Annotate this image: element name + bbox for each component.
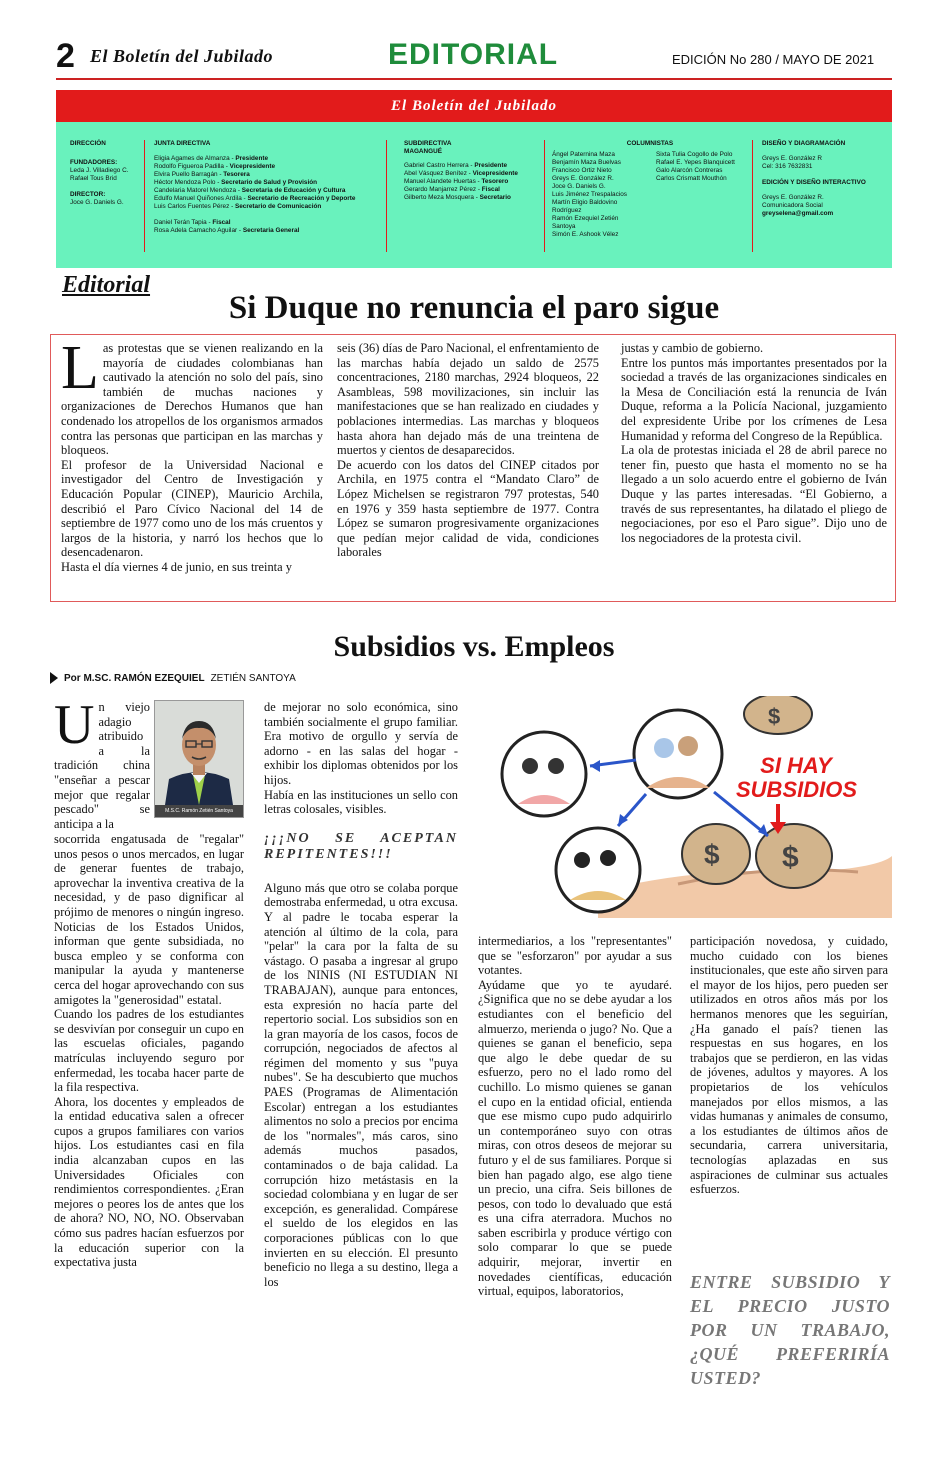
member-name: Edulfo Manuel Quiñones Ardila - [154, 195, 248, 202]
staff-diseno [762, 140, 888, 218]
junta-member [154, 187, 390, 195]
subheading: ¡¡¡NO SE ACEPTAN REPITENTES!!! [264, 830, 458, 862]
columnist-name: Santoya [552, 223, 576, 230]
pull-quote: ENTRE SUBSIDIO Y EL PRECIO JUSTO POR UN TRABAJO, ¿QUÉ PREFERIRÍA USTED? [690, 1272, 890, 1388]
columnist-name: Luis Jiménez Trespalacios [552, 191, 627, 198]
subsidies-illustration [478, 696, 894, 918]
paragraph: Ahora, los docentes y empleados de la entidad educativa salen a ofrecer cupos a grupos familiares con varios hijos. Los estudiantes casi en fila india alcanzaban cupos en las Universidades Oficiales con rendimientos correspondientes. ¿Eran mejores o peores los de antes que los de ahora? NO, NO, NO. Observaban cómo sus padres hacían esfuerzos por la educación superior con la expectativa justa [54, 1094, 244, 1270]
author-portrait-icon [155, 701, 243, 805]
edition-info: EDICIÓN No 280 / MAYO DE 2021 [672, 52, 875, 67]
paragraph: El profesor de la Universidad Nacional e investigador del Centro de Investigación y Educación Popular (CINEP), Mauricio Archila, describió el Paro Cívico Nacional del 14 de septiembre de 1977 como uno de los más cruentos y largos de la historia, y narró los hechos que lo desencadenaron. [61, 457, 323, 560]
columnist-name: Ángel Paternina Maza [552, 151, 615, 158]
paragraph: Hasta el día viernes 4 de junio, en sus treinta y [61, 559, 292, 574]
drop-cap: U [54, 694, 95, 756]
member-name: Héctor Mendoza Polo - [154, 179, 222, 186]
columnist-name: Galo Alarcón Contreras [656, 167, 723, 174]
columnist-name: Benjamín Maza Buelvas [552, 159, 621, 166]
paragraph: justas y cambio de gobierno. [621, 341, 764, 355]
subdirectiva-heading: SUBDIRECTIVA MAGANGUÉ [404, 140, 452, 155]
staff-banner [56, 90, 892, 122]
staff-direccion [70, 140, 144, 207]
paragraph: Entre los puntos más importantes presentados por la sociedad a través de las organizaciones sindicales en la Mesa de Conciliación está la renuncia de Iván Duque, reforma a la Policía Nacional, juzgamiento del expresidente Uribe por los crímenes de Lesa Humanidad y reforma del Congreso de la República. [621, 355, 887, 443]
paragraph: de mejorar no solo económica, sino también socialmente el grupo familiar. Era motivo de orgullo y servía de adorno - en las salas del hogar - exhibir los diplomas obtenidos por los hijos. [264, 700, 458, 787]
member-name: Gabriel Castro Herrera - [404, 162, 475, 169]
subdirectiva-member [404, 186, 544, 194]
member-role: Tesorera [223, 171, 250, 178]
edicion-line: Greys E. González R. [762, 194, 824, 201]
byline [50, 672, 296, 684]
member-role: Tesorero [481, 178, 509, 185]
paragraph: De acuerdo con los datos del CINEP citados por Archila, en 1975 contra el “Mandato Claro” de López Michelsen se registraron 797 protestas, 540 en 1976 y 359 hasta septiembre de 1977. Contra López se sumaron progresivamente organizaciones que pedían mejor calidad de vida, condiciones laborales [337, 457, 599, 560]
columnist-name: Martín Eligio Baldovino [552, 199, 618, 206]
paragraph: La ola de protestas iniciada el 28 de abril parece no tener fin, puesto que hasta el momento no se ha llegado a un solo acuerdo entre el gobierno de Iván Duque y las partes interesadas. “El Gobierno, a través de sus representantes, ha dilatado el pliego de negociaciones, por eso el Paro sigue”. Dijo uno de los negociadores de la protesta civil. [621, 443, 887, 545]
member-name: Gilberto Meza Mosquera - [404, 194, 480, 201]
staff-banner-title: El Boletín del Jubilado [391, 97, 557, 114]
junta-heading: JUNTA DIRECTIVA [154, 140, 211, 147]
paragraph: as protestas que se vienen realizando en la mayoría de ciudades colombianas han cautivado la atención no solo del país, sino también de muchas naciones y organizaciones de Derechos Humanos que han condenado los atropellos de los organismos armados contra las personas que participan en las marchas y bloqueos. [61, 341, 323, 458]
section-title: EDITORIAL [388, 38, 559, 71]
direccion-heading: DIRECCIÓN [70, 140, 106, 147]
member-role: Secretario de Salud y Provisión [221, 179, 318, 186]
member-name: Manuel Alandete Huertas - [404, 178, 482, 185]
subdirectiva-member [404, 178, 544, 186]
staff-junta [154, 140, 390, 235]
article-column-3 [478, 934, 672, 1299]
staff-columnistas [552, 140, 748, 239]
byline-author-surname: ZETIÉN SANTOYA [210, 672, 296, 684]
member-role: Fiscal [212, 219, 231, 226]
member-role: Presidente [474, 162, 508, 169]
contact-email[interactable]: greyselena@gmail.com [762, 210, 834, 217]
junta-member [154, 171, 390, 179]
paragraph: Alguno más que otro se colaba porque demostraba enfermedad, u otra excusa. Y al padre le tocaba esperar la atención al último de la cola, para "pelar" la cara por la falta de su vástago. O pasaba a ingresar al grupo de los NINIS (NI ESTUDIAN NI TRABAJAN), aunque para entonces, esta expresión no hacía parte del repertorio social. Los subsidios son en la gran mayoría de los casos, focos de corrupción, negociados de afectos al régimen del momento y sus "puya nubes". Se ha descubierto que muchos PAES (Programas de Alimentación Escolar) entregan a los estudiantes alimentos no solo a precios por encima de los "normales", más caros, sino además muchos pasados, contaminados o de baja calidad. La corrupción hizo metástasis en la sociedad colombiana y en lugar de ser excepción, es generalidad. Compárese el sueldo de los elegidos en las corporaciones públicas con lo que invierten en su elección. El presunto beneficio no llega a su destino, llega a los [264, 880, 458, 1289]
svg-text:$: $ [782, 841, 799, 874]
columnist-name: Ramón Ezequiel Zetién [552, 215, 619, 222]
editorial-label: Editorial [62, 272, 151, 298]
member-name: Daniel Terán Tapia - [154, 219, 213, 226]
paragraph: Cuando los padres de los estudiantes se desvivían por conseguir un cupo en las escuelas oficiales, pagando matrículas incluyendo seguro por enfermedad, les tocaba hacer parte de la fila respectiva. [54, 1007, 244, 1095]
junta-member [154, 227, 390, 235]
paragraph: seis (36) días de Paro Nacional, el enfrentamiento de las marchas había dejado un saldo de 2575 concentraciones, 2180 marchas, 2924 bloqueos, 22 Asambleas, 598 movilizaciones, sin incluir las manifestaciones que se han realizado en ciudades y poblaciones intermedias. Las marchas y bloqueos hasta ahora han dejado más de una treintena de muertos y cientos de desaparecidos. [337, 341, 599, 458]
member-role: Fiscal [481, 186, 500, 193]
junta-member [154, 163, 390, 171]
columnistas-heading: COLUMNISTAS [626, 140, 674, 147]
editorial-headline: Si Duque no renuncia el paro sigue [228, 290, 720, 326]
paragraph: Había en las instituciones un sello con letras colosales, visibles. [264, 787, 458, 817]
paragraph: socorrida engatusada de "regalar" unos pesos o unos mercados, en lugar de generar fuentes de trabajo, aprovechar la inventiva creativa de la necesidad, y de paso dignificar al prójimo de menores o ningún ingreso. Noticias de los Estados Unidos, informan que gente subsidiada, no busca empleo y se conforma con manipular la ayuda y mantenerse cerca del hogar aprovechando con sus amigotes la "generosidad" estatal. [54, 832, 244, 1007]
junta-member [154, 203, 390, 211]
fundador-1: Leda J. Villadiego C. [70, 167, 129, 174]
subdirectiva-member [404, 194, 544, 202]
member-role: Secretario de Comunicación [234, 203, 322, 210]
masthead-name: El Boletín del Jubilado [90, 46, 274, 66]
drop-cap: L [61, 334, 99, 402]
member-role: Secretaria General [242, 227, 300, 234]
subsidies-illustration-icon [478, 696, 894, 918]
columnist-name: Rodríguez [552, 207, 582, 214]
article-column-1-top [54, 694, 150, 831]
paragraph: participación novedosa, y cuidado, mucho cuidado con los bienes institucionales, que este año sirven para el mayor de los hijos, pero pueden ser utilizados en otros años más por los hermanos menores que les seguirían, ¿Ha ganado el país? tienen las respuestas en sus hogares, en los trabajos que se perdieron, en las vidas de jóvenes, adultos y mayores. A los propietarios de los vehículos manejados por ellos mismos, a las vidas humanas y animales de consumo, a los estudiantes de últimos años de secundaria, carrera universitaria, tecnologías aplazadas en sus aspiraciones de culminar sus actuales esfuerzos. [690, 934, 888, 1197]
page-number: 2 [56, 37, 75, 75]
staff-subdirectiva [404, 140, 544, 202]
member-role: Secretaria de Educación y Cultura [241, 187, 346, 194]
article-column-2 [264, 700, 458, 1289]
editorial-column-1 [61, 334, 323, 575]
junta-member [154, 195, 390, 203]
edicion-line: Comunicadora Social [762, 202, 823, 209]
junta-member [154, 179, 390, 187]
junta-member [154, 219, 390, 227]
author-photo [154, 700, 244, 818]
editorial-column-2 [337, 341, 599, 560]
member-name: Elvira Puello Barragán - [154, 171, 224, 178]
fundador-2: Rafael Tous Brid [70, 175, 117, 182]
subdirectiva-member [404, 170, 544, 178]
diseno-line: Greys E. González R [762, 155, 823, 162]
svg-text:$: $ [768, 704, 781, 729]
member-name: Rodolfo Figueroa Padilla - [154, 163, 230, 170]
member-name: Gerardo Manjarrez Pérez - [404, 186, 482, 193]
diseno-line: Cel: 316 7632831 [762, 163, 813, 170]
svg-text:$: $ [704, 839, 720, 870]
member-role: Vicepresidente [472, 170, 518, 177]
columnist-name: Joce G. Daniels G. [552, 183, 606, 190]
member-role: Presidente [235, 155, 269, 162]
byline-arrow-icon [50, 672, 58, 684]
paragraph: Ayúdame que yo te ayudaré. ¿Significa que no se debe ayudar a los estudiantes con el beneficio del almuerzo, merienda o jugo? No. Que a quienes se ganan el beneficio, sepa que algo le debe quedar de su esfuerzo, pero no el lado romo del cuchillo. Lo mismo quienes se ganan el cupo en la entidad oficial, entienda que ese mismo cupo pudo adquirirlo un contemporáneo suyo con otras miras, con otros deseos de mejorar su futuro y el de sus familiares. Porque si bien han pagado algo, ese algo tiene un precio, una cifra. Seis billones de pesos, con todo lo devaluado que está es una cifra aterradora. Muchos no saben escribirla y produce vértigo con solo comparar lo que se puede adquirir, mejorar, invertir en novedades científicas, educación virtual, equipos, laboratorios, [478, 977, 672, 1299]
member-name: Candelaria Matorel Mendoza - [154, 187, 242, 194]
photo-caption: M.S.C. Ramón Zetién Santoya [155, 805, 243, 817]
fundadores-label: FUNDADORES: [70, 159, 118, 166]
director-label: DIRECTOR: [70, 191, 106, 198]
columnist-name: Carlos Crismatt Mouthón [656, 175, 727, 182]
editorial-article [50, 334, 896, 602]
subdirectiva-member [404, 162, 544, 170]
article-column-1 [54, 832, 244, 1270]
member-name: Eligia Agames de Almanza - [154, 155, 236, 162]
member-name: Abel Vásquez Benítez - [404, 170, 473, 177]
diseno-heading: DISEÑO Y DIAGRAMACIÓN [762, 140, 846, 147]
junta-member [154, 155, 390, 163]
member-role: Vicepresidente [229, 163, 276, 170]
columnist-name: Greys E. González R. [552, 175, 614, 182]
paragraph: n viejo adagio atribuido a la tradición china "enseñar a pescar mejor que regalar pescado" se anticipa a la [54, 700, 150, 831]
staff-divider [544, 140, 545, 252]
member-name: Rosa Adela Camacho Aguilar - [154, 227, 243, 234]
paragraph: intermediarios, a los "representantes" que se "esforzaron" por ayudar a sus votantes. [478, 934, 672, 978]
article-column-4 [690, 934, 888, 1197]
editorial-column-3 [621, 341, 887, 545]
article-headline: Subsidios vs. Empleos [333, 630, 615, 663]
byline-author: Por M.SC. RAMÓN EZEQUIEL [64, 672, 205, 684]
header-rule [56, 78, 892, 80]
staff-box [56, 90, 892, 268]
illustration-caption: SI HAY SUBSIDIOS [736, 753, 858, 802]
director-name: Joce G. Daniels G. [70, 199, 124, 206]
staff-divider [144, 140, 145, 252]
staff-divider [386, 140, 387, 252]
columnist-name: Francisco Ortiz Nieto [552, 167, 612, 174]
staff-divider [752, 140, 753, 252]
member-role: Secretario [479, 194, 511, 201]
columnist-name: Simón E. Ashook Vélez [552, 231, 619, 238]
columnist-name: Rafael E. Yepes Blanquicett [656, 159, 735, 166]
member-name: Luis Carlos Fuentes Pérez - [154, 203, 235, 210]
member-role: Secretario de Recreación y Deporte [247, 195, 356, 202]
columnist-name: Sixta Tulia Cogollo de Polo [656, 151, 733, 158]
edicion-heading: EDICIÓN Y DISEÑO INTERACTIVO [762, 179, 866, 186]
